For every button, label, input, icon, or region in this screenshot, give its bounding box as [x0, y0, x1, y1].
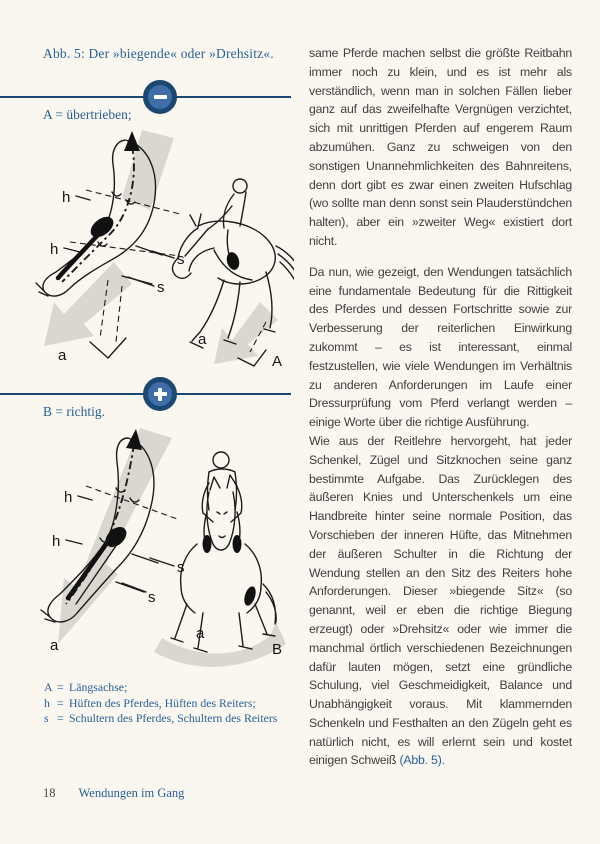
paragraph-1: same Pferde machen selbst die größte Reitbahn immer noch zu klein, und es ist mehr als verständlich, wenn man in solchen Fällen lieber ganz auf das zweifelhafte Vergnügen verzichtet, sich mit unrittigen Pferden auf engerem Raum abzumühen. Ganz zu schweigen von den sonstigen Unannehmlichkeiten des Bahnreitens, denn dort gibt es zwar einen zweiten Hufschlag (wo sollte man denn sonst sein Plauderstündchen halten), aber ein »zweiter Weg« existiert dort nicht. — [309, 46, 572, 248]
panel-a-drawing — [28, 130, 294, 382]
horse-rider-sketch-a — [172, 179, 294, 366]
legend-key: s — [44, 711, 49, 726]
running-title: Wendungen im Gang — [78, 786, 185, 800]
legend-row — [44, 680, 277, 696]
paragraph-2: Da nun, wie gezeigt, den Wendungen tatsächlich eine fundamentale Bedeutung für die Rittigkeit des Pferdes und dessen Fortschritte sowie zur Verbesserung der reiterlichen Einwirkung zukommt – es ist interessant, einmal festzustellen, wie viele Wendungen im Verhältnis zu anderen Anforderungen im Laufe einer Dressurprüfung vom Pferd verlangt werden – einige Worte über die richtige Ausführung. — [309, 264, 572, 430]
legend-eq: = — [57, 680, 64, 694]
label-a-schematic: a — [50, 637, 59, 654]
plus-icon — [154, 388, 167, 401]
gray-swoosh-sketch — [154, 622, 286, 667]
label-h-lower: h — [52, 533, 61, 550]
page-footer — [43, 786, 184, 801]
panel-a-label: A = übertrieben; — [43, 107, 132, 122]
label-h-lower: h — [50, 241, 59, 258]
label-panel-letter-a: A — [272, 353, 283, 370]
panel-b-drawing — [28, 426, 294, 674]
plus-badge — [143, 377, 177, 411]
legend-text: Hüften des Pferdes, Hüften des Reiters; — [69, 695, 256, 710]
label-a-sketch: a — [198, 331, 207, 348]
gray-arrow-sketch — [214, 302, 278, 364]
label-h-upper: h — [62, 189, 71, 206]
figure-reference-link[interactable]: (Abb. 5). — [399, 753, 445, 768]
figure-caption: Abb. 5: Der »biegende« oder »Drehsitz«. — [43, 46, 274, 61]
legend-key: A — [44, 680, 53, 694]
paragraph-3-text: Wie aus der Reitlehre hervorgeht, hat jeder Schenkel, Zügel und Sitzknochen seine ganz bestimmte Aufgabe. Das Zurücklegen des äußeren Knies und Unterschenkels um eine Handbreite hinter seine normale Position, das Vorschieben der inneren Hüfte, das Mitnehmen der äußeren Schulter in die Richtung der Wendung stellen an den Sitz des Reiters hohe Anforderungen. Dieser »biegende Sitz« (so genannt, weil er eben die richtige Biegung erzeugt) oder »Drehsitz« oder wie immer die manchmal örtlich verschiedenen Bezeichnungen dafür lauten mögen, setzt eine gründliche Schulung, viel Geschmeidigkeit, Balance und Unabhängigkeit voraus. Mit klammernden Schenkeln und Festhalten an den Zügeln geht es natürlich nicht, es will erlernt sein und kostet einigen Schweiß — [309, 433, 572, 768]
legend-eq: = — [57, 711, 64, 726]
label-h-upper: h — [64, 489, 73, 506]
minus-badge — [143, 80, 177, 114]
label-panel-letter-b: B — [272, 641, 283, 658]
minus-icon — [154, 95, 167, 99]
label-s-upper: s — [177, 251, 185, 268]
legend-key: h — [44, 695, 50, 710]
paragraph-3 — [309, 432, 572, 770]
label-s-upper: s — [177, 559, 185, 576]
page-number: 18 — [43, 786, 56, 800]
legend-row — [44, 711, 277, 727]
legend-text: Schultern des Pferdes, Schultern des Reiters — [69, 711, 278, 726]
label-s-lower: s — [148, 589, 156, 606]
legend-eq: = — [57, 695, 64, 710]
label-a-schematic: a — [58, 347, 67, 364]
label-s-lower: s — [157, 279, 165, 296]
panel-b-label: B = richtig. — [43, 404, 105, 419]
horse-rider-sketch-b — [171, 452, 276, 652]
legend-row — [44, 696, 277, 712]
legend-text: Längsachse; — [69, 680, 128, 694]
label-a-sketch: a — [196, 625, 205, 642]
body-text-column — [309, 44, 572, 770]
figure-legend — [44, 680, 277, 727]
